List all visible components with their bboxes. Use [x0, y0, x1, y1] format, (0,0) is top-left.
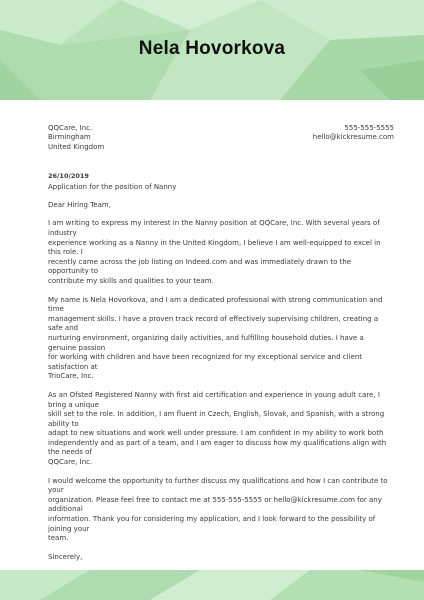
paragraph-line: experience working as a Nanny in the United Kingdom, I believe I am well-equipped to excel in this role. I: [48, 238, 381, 257]
paragraph-line: contribute my skills and qualities to your team.: [48, 276, 214, 285]
footer-background-pattern: [0, 570, 424, 600]
address-block: [48, 124, 394, 152]
sender-contact: [313, 124, 394, 152]
paragraph-line: independently and as part of a team, and I am eager to discuss how my qualifications align with the needs of: [48, 438, 387, 457]
paragraph-line: management skills. I have a proven track record of effectively supervising children, creating a safe and: [48, 314, 379, 333]
header-banner: [0, 0, 424, 100]
letter-closing: Sincerely,: [48, 552, 83, 561]
paragraph-line: skill set to the role. In addition, I am fluent in Czech, English, Slovak, and Spanish, with a strong ability to: [48, 410, 385, 428]
paragraph-background: [48, 296, 394, 382]
sender-email: hello@kickresume.com: [312, 133, 394, 142]
recipient-city: Birmingham: [48, 133, 91, 142]
letter-subject: Application for the position of Nanny: [48, 183, 177, 192]
paragraph-line: TrioCare, Inc.: [48, 372, 94, 381]
paragraph-line: My name is Nela Hovorkova, and I am a dedicated professional with strong communication and time: [48, 295, 383, 314]
paragraph-line: organization. Please feel free to contact me at 555-555-5555 or hello@kickresume.com for any additional: [48, 495, 382, 514]
recipient-company: QQCare, Inc.: [48, 124, 93, 132]
paragraph-intro: [48, 219, 394, 286]
footer-banner: [0, 570, 424, 600]
paragraph-line: team.: [48, 534, 69, 543]
paragraph-line: nurturing environment, organizing daily activities, and fulfilling household duties. I have a genuine passion: [48, 333, 364, 352]
paragraph-closing: [48, 477, 394, 544]
applicant-name: Nela Hovorkova: [138, 38, 286, 59]
paragraph-qualifications: [48, 391, 394, 468]
paragraph-line: for working with children and have been recognized for my exceptional service and client satisfaction at: [48, 353, 363, 371]
paragraph-line: adapt to new situations and work well under pressure. I am confident in my ability to work both: [48, 429, 384, 438]
recipient-address: [48, 124, 104, 152]
paragraph-line: information. Thank you for considering my application, and I look forward to the possibility of joining your: [48, 515, 376, 533]
paragraph-line: I would welcome the opportunity to further discuss my qualifications and how I can contribute to your: [48, 476, 388, 495]
letter-greeting: Dear Hiring Team,: [48, 200, 111, 209]
letter-date: 26/10/2019: [48, 172, 89, 181]
recipient-country: United Kingdom: [48, 142, 105, 151]
paragraph-line: I am writing to express my interest in the Nanny position at QQCare, Inc. With several years of industry: [48, 219, 380, 237]
paragraph-line: recently came across the job listing on Indeed.com and was immediately drawn to the opportunity to: [48, 257, 352, 276]
paragraph-line: As an Ofsted Registered Nanny with first aid certification and experience in young adult care, I bring a unique: [48, 390, 380, 409]
paragraph-line: QQCare, Inc.: [48, 458, 93, 467]
letter-body: [48, 124, 394, 581]
sender-phone: 555-555-5555: [344, 124, 394, 132]
